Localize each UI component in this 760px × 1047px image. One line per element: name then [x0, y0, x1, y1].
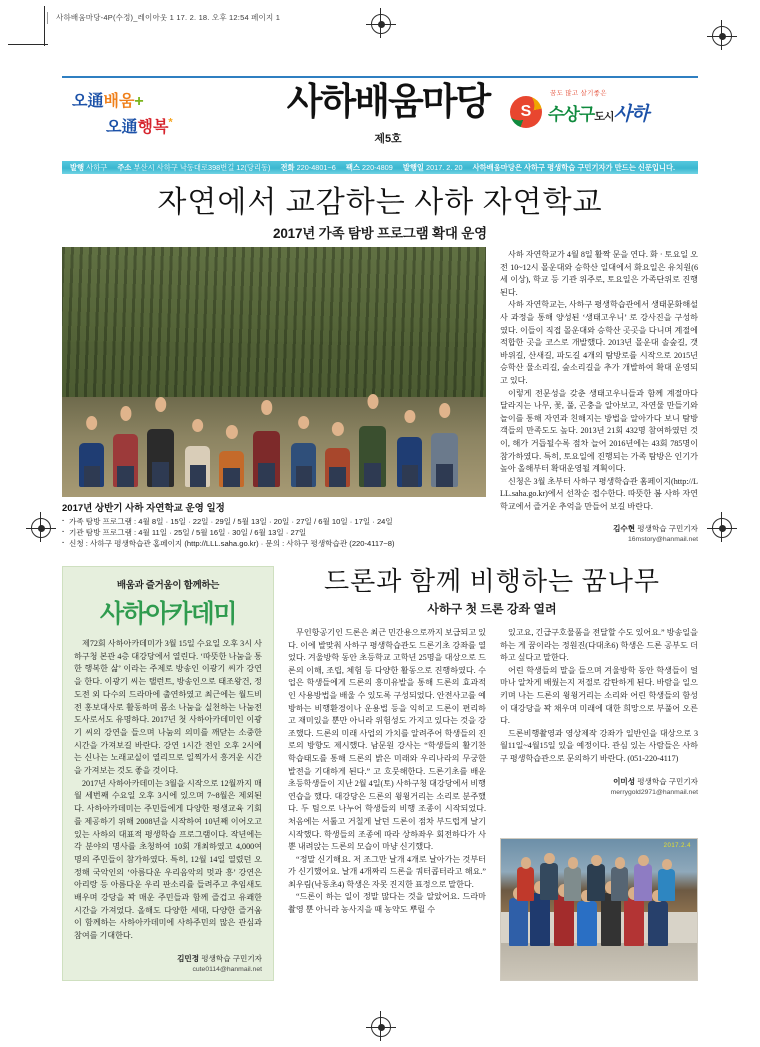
info-fax-label: 팩스	[345, 163, 360, 172]
slogan-star-icon: *	[168, 116, 173, 129]
academy-box	[62, 566, 274, 981]
info-address-value: 부산시 사하구 낙동대로398번길 12(당리동)	[133, 163, 271, 172]
issue-number: 제5호	[374, 133, 402, 145]
registration-mark-top	[371, 14, 391, 34]
registration-mark-right-mid	[712, 518, 732, 538]
article1-schedule-box	[62, 500, 486, 549]
academy-logo	[74, 594, 262, 630]
slogan-char-tong1: 通	[87, 91, 104, 110]
info-fax	[338, 161, 393, 174]
article2-paragraph: 어린 학생들의 말을 들으며 겨울방학 동안 학생들이 얼마나 알차게 배웠는지 저절로 감탄하게 된다. 바람을 일으키며 나는 드론의 윙윙거리는 소리와 어린 학생들의 함성이 대강당을 꽉 채우며 미래에 대한 희망으로 부풀어 오른다.	[500, 665, 698, 726]
info-address-label: 주소	[117, 163, 132, 172]
article2-paragraph: 드론비행촬영과 영상제작 강좌가 일반인을 대상으로 3월11일~4월15일 있을 예정이다. 관심 있는 사람들은 사하구 평생학습관으로 문의하기 바란다. (051-220-4117)	[500, 728, 698, 763]
info-phone-value: 220-4801~6	[296, 163, 336, 172]
schedule-item: · 가족 탐방 프로그램 : 4월 8일 · 15일 · 22일 · 29일 / 5월 13일 · 20일 · 27일 / 6월 10일 · 17일 · 24일	[62, 516, 486, 527]
slogan-char-o2: 오	[106, 117, 122, 136]
government-logo	[508, 86, 698, 142]
gov-name	[548, 99, 648, 126]
article2-paragraph: “정말 신기해요. 저 조그만 날개 4개로 날아가는 것부터가 신기했어요. 날개 4개짜리 드론을 쿼터콥터라고 해요.” 최우림(낙동초4) 학생은 자못 진지한 표정으로 말한다.	[288, 854, 486, 889]
registration-mark-bottom	[371, 1017, 391, 1037]
drone-photo-child	[634, 864, 652, 901]
registration-mark-right-vline	[721, 20, 722, 50]
brand-slogan	[62, 84, 252, 146]
article1-paragraph: 신청은 3월 초부터 사하구 평생학습관 홈페이지(http://LLL.saha.go.kr)에서 선착순 접수한다. 따뜻한 봄 사하 자연학교에서 즐거운 추억을 만들어 보길 바란다.	[500, 476, 698, 511]
crop-line-top-left-v	[44, 6, 45, 46]
article1-paragraph: 사하 자연학교는, 사하구 평생학습관에서 생태문화해설사 과정을 통해 양성된 ‘생태고우니’ 로 강사진을 구성하였다. 이들이 직접 몰운대와 승학산 곳곳을 다니며 계절에 적합한 곳을 코스로 개발했다. 2013년 몰운대 솔숲길, 갯바위길, 산새길, 파도길 4개의 탐방로를 시작으로 2015년 승학산 물소리길, 숲소리길을 추가 개발하여 확대 운영되고 있다.	[500, 300, 698, 385]
photo-person	[431, 403, 459, 487]
slogan-char-tong2: 通	[121, 117, 138, 136]
article1-subhead: 2017년 가족 탐방 프로그램 확대 운영	[273, 226, 487, 241]
slogan-line-2	[106, 114, 173, 137]
info-tagline	[465, 161, 675, 174]
drone-photo-child-head	[568, 857, 579, 868]
article2-headline: 드론과 함께 비행하는 꿈나무	[324, 567, 660, 596]
article1-paragraph: 이렇게 전문성을 갖춘 생태고우니들과 함께 계절마다 달라지는 나무, 꽃, 풀, 곤충을 알아보고, 자연물 만들기와 놀이를 통해 자연과 친해지는 방법을 알아가다 보니 탐방객들의 만족도도 높다. 2013년 21회 432명 참여하였던 것이, 해가 거듭될수록 점차 늘어 2016년에는 43회 785명이 참가하였다. 특히, 토요일에 진행되는 가족 탐방은 인기가 높아 올해부터 확대운영될 계획이다.	[500, 388, 698, 474]
drone-photo-child-head	[638, 855, 649, 866]
schedule-item: · 신청 : 사하구 평생학습관 홈페이지 (http://LLL.saha.go.kr) · 문의 : 사하구 평생학습관 (220-4117~8)	[62, 538, 486, 549]
info-tagline-text: 사하배움마당은 사하구 평생학습 구민기자가 만드는 신문입니다.	[472, 163, 676, 172]
gov-name-main: 수상구	[548, 105, 595, 124]
registration-mark-top-vline	[380, 8, 381, 38]
info-date-value: 2017. 2. 20	[426, 163, 463, 172]
registration-mark-left-mid	[31, 518, 51, 538]
info-phone-label: 전화	[280, 163, 295, 172]
masthead	[62, 80, 698, 152]
article1-reporter-role: 평생학습 구민기자	[637, 524, 698, 534]
registration-mark-left-mid-vline	[40, 512, 41, 542]
photo-person	[147, 397, 175, 487]
photo-person	[113, 406, 138, 487]
article1-body	[500, 249, 698, 513]
academy-kicker: 배움과 즐거움이 함께하는	[116, 580, 220, 591]
article1-reporter-name: 김수현	[613, 524, 636, 534]
photo-person	[397, 410, 422, 488]
drone-photo-child	[509, 898, 529, 946]
photo-person	[79, 416, 104, 487]
drone-photo-child	[648, 901, 668, 946]
photo-person	[253, 400, 281, 487]
academy-reporter-email: cute0114@hanmail.net	[192, 965, 262, 973]
registration-mark-right	[712, 26, 732, 46]
info-date	[395, 161, 463, 174]
article2-byline-line	[500, 776, 698, 787]
slogan-line-1	[72, 88, 144, 111]
article1-byline-line	[500, 523, 698, 534]
drone-photo-child	[658, 869, 676, 901]
drone-photo-child-head	[615, 857, 626, 868]
article2-byline	[500, 776, 698, 798]
drone-photo-floor	[501, 943, 697, 980]
academy-byline-line	[74, 953, 262, 964]
drone-photo-child	[517, 867, 535, 901]
drone-photo-child	[624, 898, 644, 946]
paper-title: 사하배움마당	[286, 81, 490, 122]
photo-person	[185, 419, 210, 487]
info-date-label: 발행일	[402, 163, 424, 172]
crop-line-top-left	[8, 44, 48, 45]
slogan-char-o1: 오	[72, 91, 88, 110]
registration-mark-bottom-vline	[380, 1011, 381, 1041]
article2-subhead: 사하구 첫 드론 강좌 열려	[427, 602, 557, 616]
article2-reporter-role: 평생학습 구민기자	[637, 776, 698, 786]
article2-column-2	[500, 627, 698, 798]
drone-photo-child	[540, 863, 558, 900]
photo-person	[359, 394, 387, 487]
gov-name-saha: 사하	[613, 104, 649, 125]
schedule-item: · 기관 탐방 프로그램 : 4월 11일 · 25일 / 5월 16일 · 30일 / 6월 13일 · 27일	[62, 527, 486, 538]
drone-photo-date-stamp: 2017.2.4	[663, 843, 691, 849]
academy-paragraph: 제72회 사하아카데미가 3월 15일 수요일 오후 3시 사하구청 본관 4층 대강당에서 열린다. ‘따뜻한 나눔을 통한 행복한 삶’ 이라는 주제로 방송인 이광기 씨가 강연을 한다. 이광기 씨는 탤런트, 방송인으로 태조왕건, 정도전 외 다수의 드라마에 출연하였고 최근에는 월드비전 홍보대사로 활동하며 몸소 나눔을 실천하는 나눔전도사로서도 유명하다. 2017년 첫 사하아카데미인 이광기 씨의 강연을 들으며 나눔의 의미를 깨닫는 소중한 시간을 가져보길 바란다. 강연 1시간 전인 오후 2시에는 신나는 노래교실이 열리므로 일찍가서 흥겨운 시간을 가져보는 것도 좋을 것이다.	[74, 639, 262, 776]
registration-mark-right-mid-vline	[721, 512, 722, 542]
article1-photo	[62, 247, 486, 497]
article1-byline	[500, 523, 698, 545]
article2-column-1	[288, 627, 486, 917]
article2-reporter-email: merrygold2971@hanmail.net	[610, 788, 698, 796]
drone-photo-child	[611, 867, 629, 901]
info-fax-value: 220-4809	[361, 163, 393, 172]
drone-photo-child	[587, 864, 605, 901]
academy-body	[74, 638, 262, 943]
article2-photo	[500, 838, 698, 981]
saha-emblem-icon	[510, 96, 542, 128]
drone-photo-child-head	[591, 855, 602, 866]
info-publisher-label: 발행	[70, 163, 85, 172]
drone-photo-child	[564, 867, 582, 901]
gov-name-dosi: 도시	[594, 111, 614, 123]
article2-paragraph: 무인항공기인 드론은 최근 민간용으로까지 보급되고 있다. 이에 발맞춰 사하구 평생학습관도 드론기초 강좌를 열었다. 겨울방학 동안 초등학교 고학년 25명을 대상으로 드론의 이해, 조립, 체험 등 다양한 활동으로 진행하였다. 수업은 학생들에게 드론의 흥미유발을 통해 드론의 효과적인 사용방법을 배울 수 있도록 구성되었다. 안전사고를 예방하는 비행환경이나 운용법 등을 익히고 드론이 편리하고 재미있을 뿐만 아니라 위험성도 가지고 있다는 것을 강조했다. 드론의 미래 사업의 가치를 알려주어 학생들의 진로의 방향도 제시했다. 남문원 강사는 “학생들의 활기찬 학습태도를 통해 드론의 밝은 미래와 우리나라의 무궁한 발전을 기대하게 된다.” 고 흐뭇해한다. 드론기초를 배운 초등학생들이 지난 2월 4일(토) 사하구청 대강당에서 비행 연습을 했다. 대강당은 드론의 윙윙거리는 소리로 분주했다. 두 팀으로 나누어 학생들의 비행 조종이 시작되었다. 처음에는 서툴고 거칠게 날던 드론이 점차 부드럽게 날기 시작했다. 학생들의 조종에 따라 상하좌우 회전하다가 사뿐 내려앉는 드론의 모습이 마냥 신기했다.	[288, 628, 486, 852]
info-publisher	[62, 161, 107, 174]
slogan-plus: +	[134, 93, 144, 110]
print-slug: 사하배움마당-4P(수정)_레이아웃 1 17. 2. 18. 오후 12:54 페이지 1	[47, 12, 280, 24]
info-publisher-value: 사하구	[86, 163, 108, 172]
schedule-title: 2017년 상반기 사하 자연학교 운영 일정	[62, 503, 225, 514]
slogan-word-baeum: 배움	[103, 93, 135, 110]
academy-byline	[74, 953, 262, 975]
gov-tagline: 꿈도 많고 살기좋은	[550, 90, 607, 97]
info-phone	[272, 161, 335, 174]
article2-body-right	[500, 627, 698, 766]
publication-info-bar	[62, 161, 698, 174]
photo-person	[291, 416, 316, 487]
drone-photo-child-head	[521, 857, 532, 868]
info-address	[109, 161, 270, 174]
article2-body-left	[288, 627, 486, 917]
emblem-swirl-icon: S	[520, 103, 532, 120]
photo-people-group	[62, 332, 486, 487]
article1-reporter-email: 16mstory@hanmail.net	[628, 536, 698, 544]
slogan-word-haengbok: 행복	[137, 119, 169, 136]
article2-paragraph: 있고요, 긴급구호물품을 전달할 수도 있어요.” 방송일을 하는 게 꿈이라는 정원진(다대초6) 학생은 드론 공부도 더 하고 싶다고 말한다.	[500, 628, 698, 663]
academy-reporter-role: 평생학습 구민기자	[201, 953, 262, 963]
photo-person	[325, 422, 350, 487]
drone-photo-child	[554, 895, 574, 946]
academy-logo-text: 사하아카데미	[100, 600, 236, 628]
article2-paragraph: “드론이 하는 일이 정말 많다는 것을 알았어요. 드라마 촬영 뿐 아니라 농사지을 때 농약도 뿌릴 수	[288, 892, 486, 915]
schedule-list	[62, 516, 486, 549]
drone-photo-child	[577, 901, 597, 946]
article2-reporter-name: 이미성	[613, 776, 636, 786]
article1-text-column	[500, 249, 698, 545]
academy-paragraph: 2017년 사하아카데미는 3월을 시작으로 12월까지 매월 세번째 수요일 오후 3시에 있으며 7~8월은 제외된다. 사하아카데미는 주민들에게 다양한 평생교육 기회를 제공하기 위해 2008년을 시작하여 10년째 이어오고 있는 사하의 대표적 평생학습 프로그램이다. 작년에는 각 분야의 명사를 초청하여 10회 개최하였고 4,000여 명의 주민들이 참가하였다. 특히, 12월 14일 열렸던 오정해 국악인의 ‘아름다운 우리음악의 멋과 흥’ 강연은 아리랑 등 아름다운 우리 판소리를 들려주고 추임새도 배우며 강당을 꽉 매운 주민들과 함께 즐겁고 유쾌한 시간을 가져었다. 올해도 다양한 세대, 다양한 즐거움이 함께하는 사하아카데미에 사하주민의 많은 관심과 참여를 기대한다.	[74, 778, 262, 941]
masthead-top-rule	[62, 76, 698, 78]
article1-headline: 자연에서 교감하는 사하 자연학교	[157, 186, 603, 219]
academy-reporter-name: 김민정	[177, 953, 200, 963]
article1-paragraph: 사하 자연학교가 4월 8일 활짝 문을 연다. 화 · 토요일 오전 10~12시 몰운대와 승학산 일대에서 화요일은 유치원(6세 이상), 학교 등 기관 위주로, 토요일은 가족단위로 진행된다.	[500, 250, 698, 297]
photo-person	[219, 425, 244, 487]
